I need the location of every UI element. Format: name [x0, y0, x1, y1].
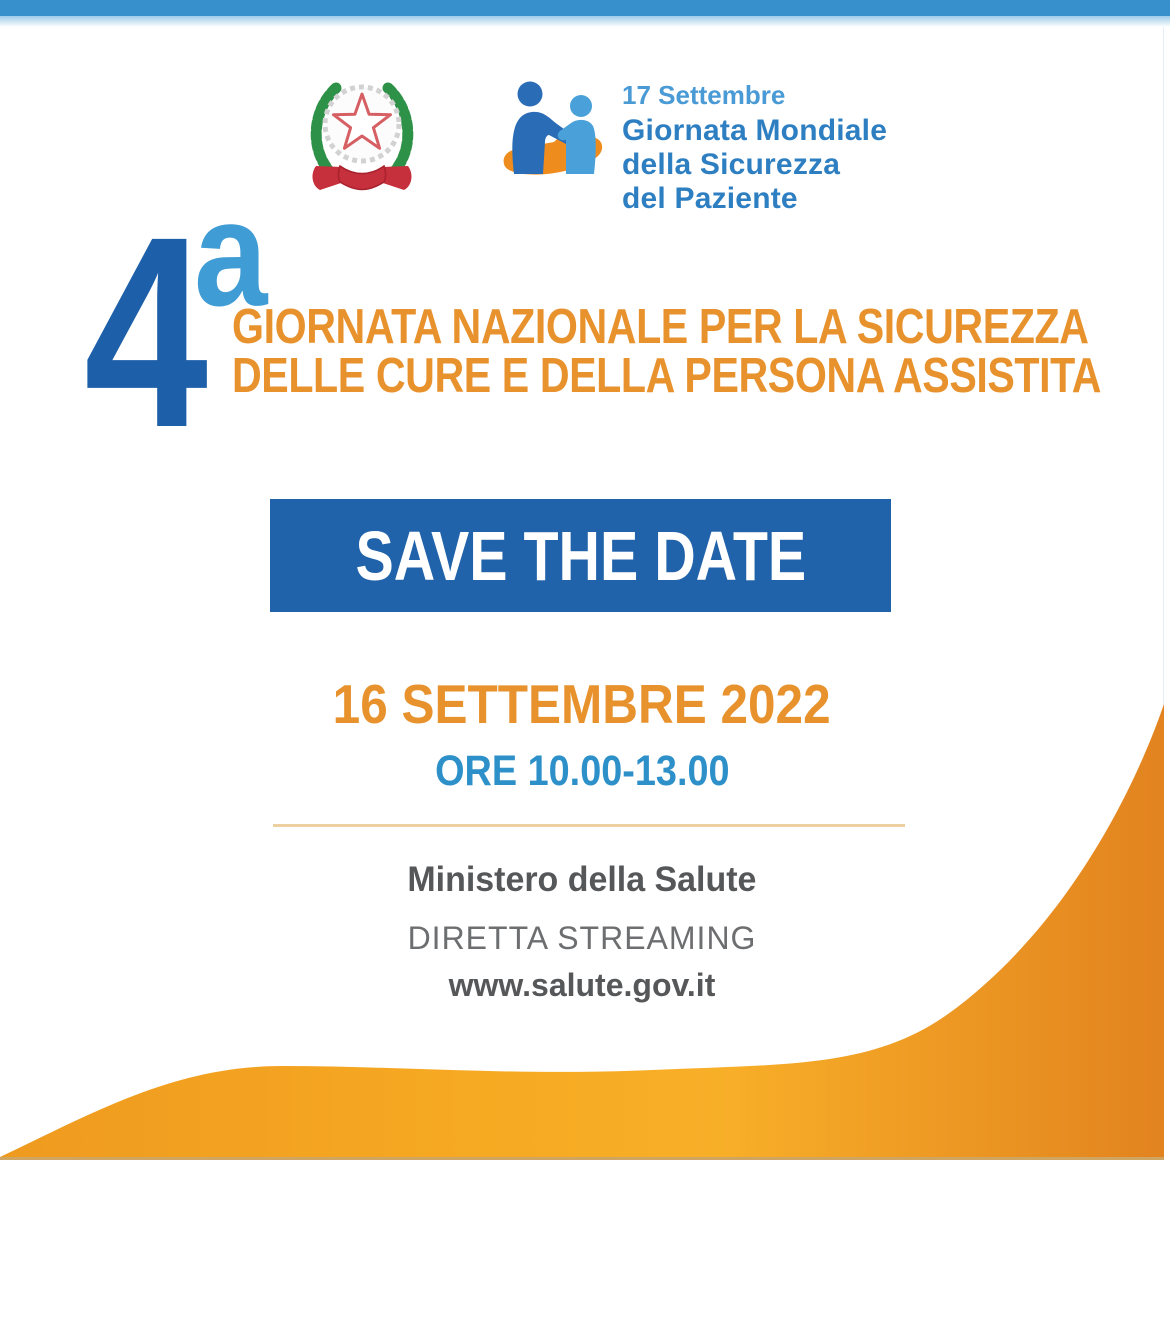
- organizer-name: Ministero della Salute: [407, 860, 757, 899]
- website-url: www.salute.gov.it: [448, 967, 716, 1003]
- event-title: [232, 300, 1170, 403]
- event-time: ORE 10.00-13.00: [434, 747, 730, 795]
- world-day-title-line3: del Paziente: [622, 182, 798, 215]
- event-title-line2: DELLE CURE E DELLA PERSONA ASSISTITA: [232, 349, 1102, 403]
- world-day-title-line1: Giornata Mondiale: [622, 114, 888, 147]
- save-the-date-label: SAVE THE DATE: [355, 516, 806, 595]
- event-title-line1: GIORNATA NAZIONALE PER LA SICUREZZA: [232, 300, 1089, 354]
- patient-safety-handshake-icon: [498, 78, 618, 196]
- orange-wave-decoration: [0, 688, 1164, 1160]
- edition-superscript: a: [194, 169, 268, 337]
- world-day-logo-text: [622, 82, 887, 216]
- top-blue-bar: [0, 0, 1170, 16]
- world-day-date: 17 Settembre: [622, 80, 786, 110]
- edition-number: 4: [84, 180, 209, 484]
- top-blue-bar-fade: [0, 16, 1170, 27]
- world-day-title-line2: della Sicurezza: [622, 148, 841, 181]
- italian-republic-emblem-icon: [306, 66, 418, 206]
- event-date: 16 SETTEMBRE 2022: [333, 673, 831, 735]
- streaming-label: DIRETTA STREAMING: [407, 920, 757, 956]
- save-the-date-banner: [270, 499, 891, 612]
